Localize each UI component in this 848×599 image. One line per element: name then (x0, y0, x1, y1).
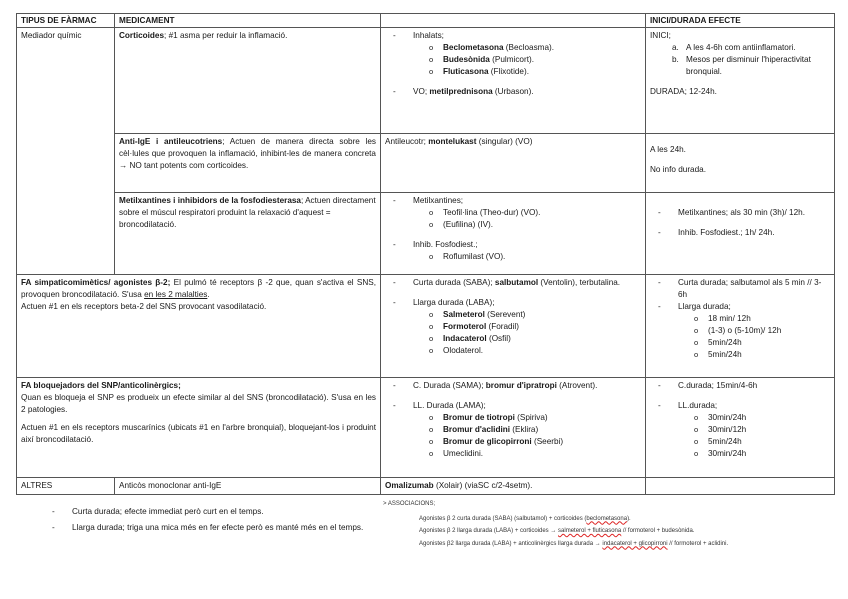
drug-item: o Bromur de glicopirroni (Seerbi) (385, 436, 641, 448)
drug-item: o Fluticasona (Flixotide). (385, 66, 641, 78)
assoc-title: > ASSOCIACIONS; (383, 501, 436, 507)
mediador-label: Mediador químic (17, 28, 115, 275)
bloq-onset-cell: - C.durada; 15min/4-6h - LL.durada; o 30min/24h o 30min/12h o 5min/24h o 30min/24h (646, 378, 835, 478)
drug-item: o Beclometasona (Becloasma). (385, 42, 641, 54)
simpatico-cell: FA simpaticomimètics/ agonistes β-2; El pulmó té receptors β -2 que, quan s'activa el SNS, provoquen broncodilatació. S'usa en les 2 malalties. Actuen #1 en els receptors beta-2 del SNS provocant vasodilatació. (17, 275, 381, 378)
metil-drugs-cell: - Metilxantines; o Teofil·lina (Theo-dur) (VO). o (Eufilina) (IV). - Inhib. Fosfodiest.; o Roflumilast (VO). (381, 193, 646, 275)
corticoides-cell: Corticoides; #1 asma per reduir la inflamació. (115, 28, 381, 134)
duration-notes (52, 505, 382, 537)
header-type: TIPUS DE FÀRMAC (17, 14, 115, 28)
altres-label: ALTRES (17, 478, 115, 495)
antiige-drug-cell: Antileucotr; montelukast (singular) (VO) (381, 134, 646, 193)
drug-item: o Budesònida (Pulmicort). (385, 54, 641, 66)
drug-item: o Indacaterol (Osfil) (385, 333, 641, 345)
simpatico-drugs-cell: - Curta durada (SABA); salbutamol (Ventolin), terbutalina. - Llarga durada (LABA); o Salmeterol (Serevent) o Formoterol (Foradil) o Indacaterol (Osfil) o Olodaterol. (381, 275, 646, 378)
altres-med: Anticòs monoclonar anti-IgE (115, 478, 381, 495)
drug-item: o Umeclidini. (385, 448, 641, 460)
row-antiige (17, 134, 835, 193)
note-short: - Curta durada; efecte immediat però curt en el temps. (52, 505, 382, 519)
drug-item: o Salmeterol (Serevent) (385, 309, 641, 321)
metil-onset-cell: - Metilxantines; als 30 min (3h)/ 12h. - Inhib. Fosfodiest.; 1h/ 24h. (646, 193, 835, 275)
assoc-item: Agonistes β2 llarga durada (LABA) + anticolinèrgics llarga durada → indacaterol + glicopirroni // formoterol + aclidini. (419, 540, 729, 547)
row-metilxantines (17, 193, 835, 275)
header-row (17, 14, 835, 28)
note-long: - Llarga durada; triga una mica més en fer efecte però es manté més en el temps. (52, 521, 382, 535)
drug-item: o (Eufilina) (IV). (385, 219, 641, 231)
assoc-item: Agonistes β 2 llarga durada (LABA) + corticoides → salmeterol + fluticasona // formoterol + budesònida. (419, 528, 695, 534)
corticoides-drugs-cell (381, 28, 646, 134)
onset-item: a. A les 4-6h com antiinflamatori. (672, 43, 796, 52)
header-blank (381, 14, 646, 28)
drug-item: o Olodaterol. (385, 345, 641, 357)
corticoides-onset-cell (646, 28, 835, 134)
vo-drug: - VO; metilprednisona (Urbason). (385, 86, 641, 98)
drug-item: o Bromur d'aclidini (Eklira) (385, 424, 641, 436)
assoc-item: Agonistes β 2 curta durada (SABA) (salbutamol) + corticoides (beclometasona). (419, 515, 631, 522)
row-corticoides (17, 28, 835, 134)
bloq-drugs-cell: - C. Durada (SAMA); bromur d'ipratropi (Atrovent). - LL. Durada (LAMA); o Bromur de tiotropi (Spiriva) o Bromur d'aclidini (Eklira) o Bromur de glicopirroni (Seerbi) o Umeclidini. (381, 378, 646, 478)
associations (383, 498, 833, 550)
drug-item: o Roflumilast (VO). (385, 251, 641, 263)
metil-cell: Metilxantines i inhibidors de la fosfodiesterasa; Actuen directament sobre el múscul respiratori produint la relaxació d'aquest = broncodilatació. (115, 193, 381, 275)
drug-item: o Teofil·lina (Theo-dur) (VO). (385, 207, 641, 219)
row-altres (17, 478, 835, 495)
altres-onset (646, 478, 835, 495)
inhalats-label: - Inhalats; (385, 30, 641, 42)
onset-title: INICI; (650, 31, 671, 40)
row-anticolinergics (17, 378, 835, 478)
simpatico-onset-cell: - Curta durada; salbutamol als 5 min // 3-6h - Llarga durada; o 18 min/ 12h o (1-3) o (5-10m)/ 12h o 5min/24h o 5min/24h (646, 275, 835, 378)
header-onset: INICI/DURADA EFECTE (646, 14, 835, 28)
header-medicament: MEDICAMENT (115, 14, 381, 28)
bloq-cell: FA bloquejadors del SNP/anticolinèrgics; Quan es bloqueja el SNP es produeix un efecte similar al del SNS (broncodilatació). S'usa en les 2 patologies. Actuen #1 en els receptors muscarínics (ubicats #1 en l'arbre bronquial), bloquejant-los i produint així broncodilatació. (17, 378, 381, 478)
row-simpaticomimetics (17, 275, 835, 378)
altres-drug: Omalizumab (Xolair) (viaSC c/2-4setm). (381, 478, 646, 495)
drug-item: o Formoterol (Foradil) (385, 321, 641, 333)
drug-item: o Bromur de tiotropi (Spiriva) (385, 412, 641, 424)
duration: DURADA; 12-24h. (650, 87, 717, 96)
pharmacology-table (16, 13, 835, 495)
antiige-cell: Anti-IgE i antileucotriens; Actuen de manera directa sobre les cèl·lules que provoquen la inflamació, inhibint-les de manera concreta → NO tant potents com corticoides. (115, 134, 381, 193)
antiige-onset-cell: A les 24h. No info durada. (646, 134, 835, 193)
onset-item: b. Mesos per disminuir l'hiperactivitat bronquial. (672, 55, 811, 76)
